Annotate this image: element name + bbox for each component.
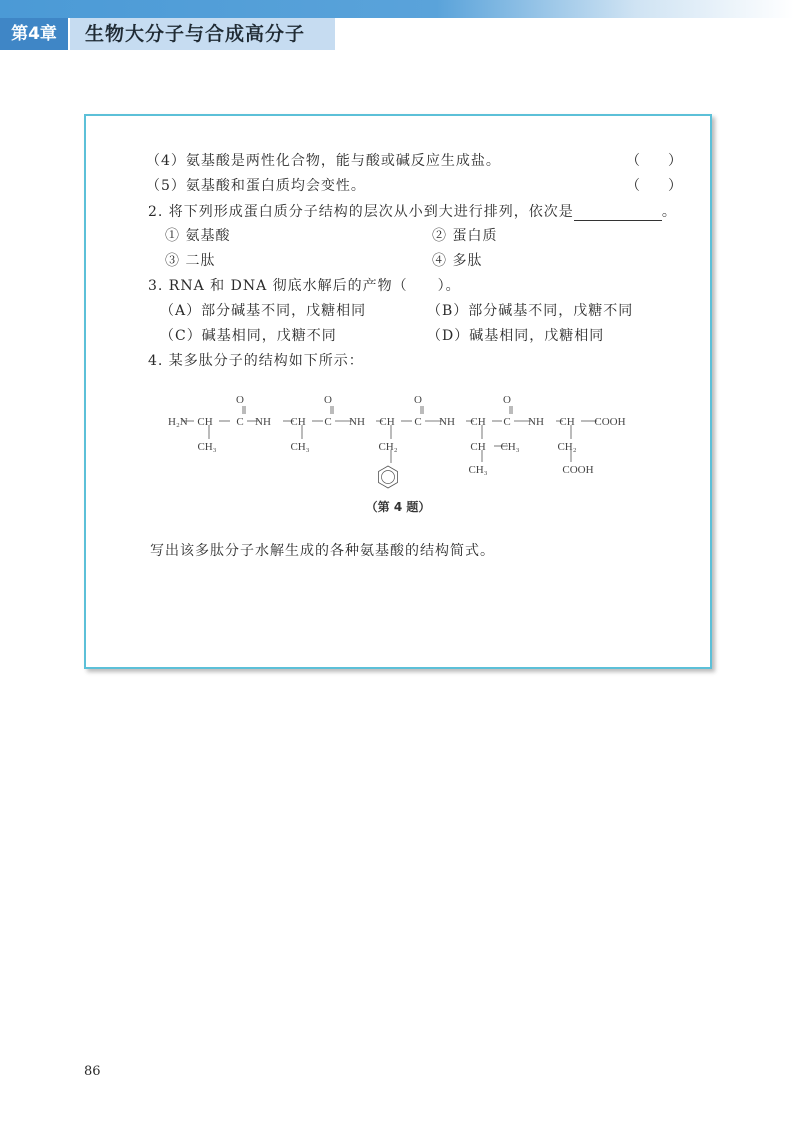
atom-label: O xyxy=(414,394,422,406)
atom-label: O xyxy=(503,394,511,406)
atom-label: O xyxy=(324,394,332,406)
option-3-a: （A）部分碱基不同，戊糖相同 xyxy=(160,303,367,319)
atom-label: CH₂ xyxy=(557,441,577,453)
atom-label: O xyxy=(236,394,244,406)
answer-blank-1-4: （ ） xyxy=(626,153,682,169)
chapter-label: 第4章 xyxy=(0,18,68,50)
atom-label: NH xyxy=(439,416,455,428)
atom-label: C xyxy=(503,416,511,428)
question-2 xyxy=(148,201,677,221)
question-3: 3. RNA 和 DNA 彻底水解后的产物（ ）。 xyxy=(148,278,461,294)
option-2-1: ① 氨基酸 xyxy=(165,228,231,244)
option-3-b: （B）部分碱基不同，戊糖不同 xyxy=(427,303,634,319)
answer-blank-1-5: （ ） xyxy=(626,178,682,194)
atom-label: CH₃ xyxy=(500,441,520,453)
page-number: 86 xyxy=(84,1064,101,1079)
atom-label: CH₃ xyxy=(197,441,217,453)
question-4: 4. 某多肽分子的结构如下所示： xyxy=(148,353,364,369)
header-bar xyxy=(0,0,794,18)
atom-label: H₂N xyxy=(168,416,188,428)
atom-label: NH xyxy=(528,416,544,428)
polypeptide-structure-figure xyxy=(160,385,640,520)
option-2-4: ④ 多肽 xyxy=(432,253,483,269)
atom-label: CH xyxy=(470,441,486,453)
answer-blank-2 xyxy=(574,206,662,221)
atom-label: CH xyxy=(290,416,306,428)
option-2-3: ③ 二肽 xyxy=(165,253,216,269)
question-2-end: 。 xyxy=(661,204,677,220)
option-3-d: （D）碱基相同，戊糖相同 xyxy=(427,328,605,344)
atom-label: C xyxy=(236,416,244,428)
question-2-text: 2. 将下列形成蛋白质分子结构的层次从小到大进行排列，依次是 xyxy=(148,204,574,220)
chapter-title: 生物大分子与合成高分子 xyxy=(70,18,335,50)
atom-label: COOH xyxy=(562,464,594,476)
atom-label: CH₃ xyxy=(468,464,488,476)
atom-label: COOH xyxy=(594,416,626,428)
atom-label: CH xyxy=(197,416,213,428)
atom-label: C xyxy=(324,416,332,428)
option-3-c: （C）碱基相同，戊糖不同 xyxy=(160,328,337,344)
atom-label: CH₂ xyxy=(378,441,398,453)
atom-label: C xyxy=(414,416,422,428)
figure-caption: （第 4 题） xyxy=(365,500,431,514)
question-1-4: （4）氨基酸是两性化合物，能与酸或碱反应生成盐。 xyxy=(146,153,501,169)
atom-label: CH xyxy=(559,416,575,428)
atom-label: CH xyxy=(470,416,486,428)
benzene-inner-circle xyxy=(382,471,395,484)
atom-label: CH xyxy=(379,416,395,428)
question-1-5: （5）氨基酸和蛋白质均会变性。 xyxy=(146,178,366,194)
option-2-2: ② 蛋白质 xyxy=(432,228,498,244)
atom-label: NH xyxy=(255,416,271,428)
atom-label: CH₃ xyxy=(290,441,310,453)
atom-label: NH xyxy=(349,416,365,428)
question-4-task: 写出该多肽分子水解生成的各种氨基酸的结构简式。 xyxy=(150,543,495,559)
